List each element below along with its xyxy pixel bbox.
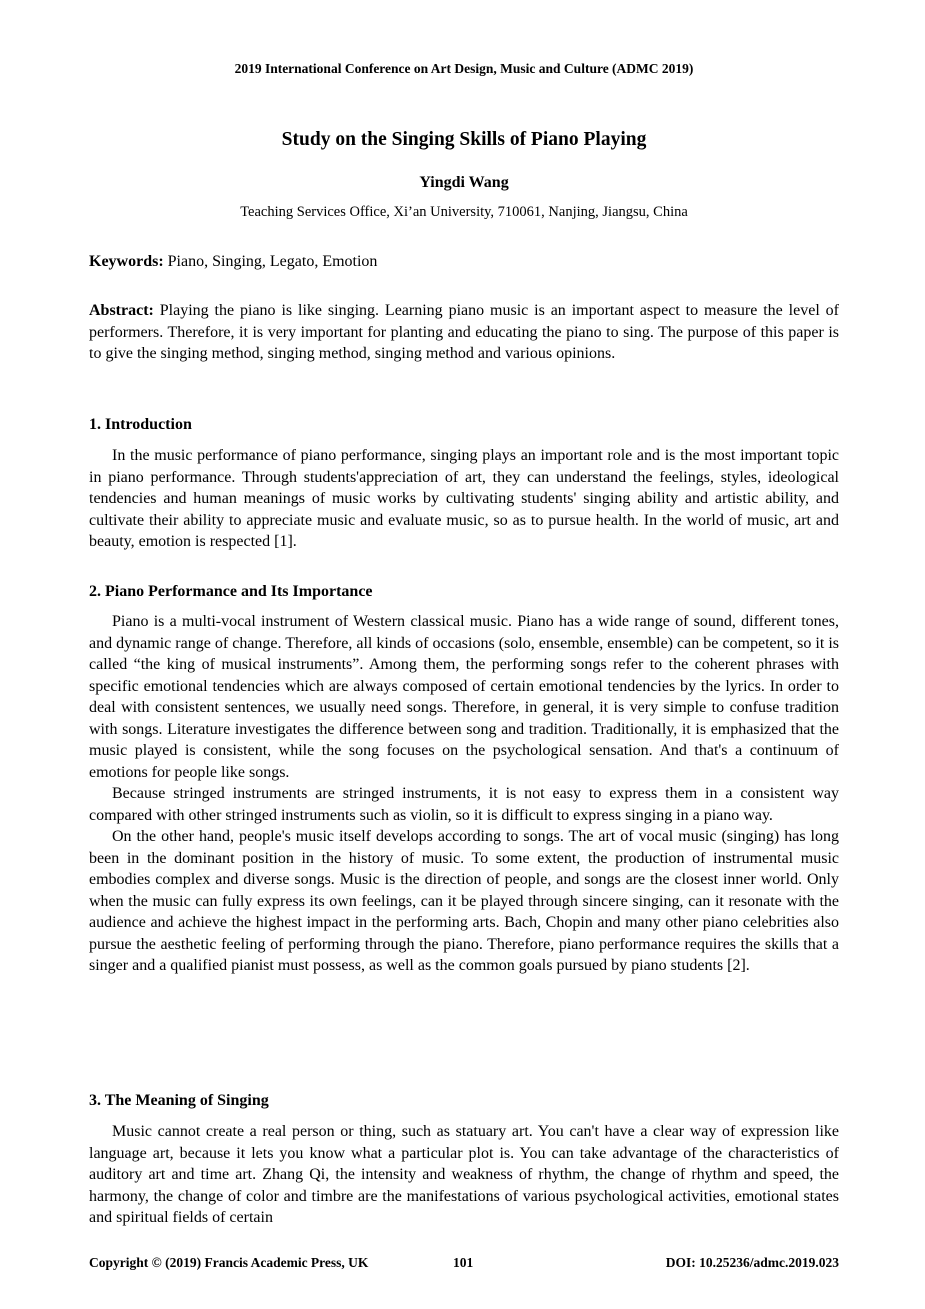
paragraph: Music cannot create a real person or thing, such as statuary art. You can't have a clear way of expression like language art, because it lets you know what a particular plot is. You can take advantage of the characteristics of auditory art and time art. Zhang Qi, the intensity and weakness of rhythm, the change of rhythm and speed, the harmony, the change of color and timbre are the manifestations of various psychological activities, emotional states and spiritual fields of certain: [89, 1123, 839, 1226]
page-number: 101: [453, 1255, 474, 1270]
section-heading-meaning-of-singing: 3. The Meaning of Singing: [89, 1092, 269, 1109]
paper-page: [89, 0, 839, 1309]
keywords-text: Piano, Singing, Legato, Emotion: [163, 253, 378, 270]
conference-header: 2019 International Conference on Art Design, Music and Culture (ADMC 2019): [234, 61, 694, 76]
section-body-introduction: [89, 445, 839, 553]
section-body-piano-performance: [89, 611, 839, 977]
abstract: [89, 300, 839, 365]
abstract-text: Playing the piano is like singing. Learning piano music is an important aspect to measure the level of performers. Therefore, it is very important for planting and educating the piano to sing. The purpose of this paper is to give the singing method, singing method, singing method and various opinions.: [89, 302, 839, 362]
author-name: Yingdi Wang: [419, 174, 509, 191]
paragraph: Piano is a multi-vocal instrument of Western classical music. Piano has a wide range of sound, different tones, and dynamic range of change. Therefore, all kinds of occasions (solo, ensemble, ensemble) can be competent, so it is called “the king of musical instruments”. Among them, the performing songs refer to the coherent phrases with specific emotional tendencies which are always composed of certain emotional tendencies by the lyrics. In order to deal with consistent sentences, we usually need songs. Therefore, in general, it is very simple to confuse tradition with songs. Literature investigates the difference between song and tradition. Traditionally, it is emphasized that the music played is consistent, while the song focuses on the psychological sensation. And that's a continuum of emotions for people like songs.: [89, 613, 839, 781]
section-body-meaning-of-singing: [89, 1121, 839, 1227]
doi-link[interactable]: DOI: 10.25236/admc.2019.023: [665, 1255, 839, 1270]
paragraph: On the other hand, people's music itself develops according to songs. The art of vocal music (singing) has long been in the dominant position in the history of music. To some extent, the production of instrumental music embodies complex and diverse songs. Music is the direction of people, and songs are the closest inner world. Only when the music can fully express its own feelings, can it be played through sincere singing, can it resonate with the audience and achieve the highest impact in the performing arts. Bach, Chopin and many other piano celebrities also pursue the aesthetic feeling of performing through the piano. Therefore, piano performance requires the skills that a singer and a qualified pianist must possess, as well as the common goals pursued by piano students [2].: [89, 828, 839, 974]
keywords: [89, 251, 839, 273]
abstract-label: Abstract:: [89, 302, 154, 319]
copyright-notice: Copyright © (2019) Francis Academic Press, UK: [89, 1255, 369, 1270]
section-heading-piano-performance: 2. Piano Performance and Its Importance: [89, 583, 373, 600]
paragraph: In the music performance of piano performance, singing plays an important role and is the most important topic in piano performance. Through students'appreciation of art, they can understand the feelings, styles, ideological tendencies and human meanings of music works by cultivating students' singing ability and artistic ability, and cultivate their ability to appreciate music and evaluate music, so as to pursue health. In the world of music, art and beauty, emotion is respected [1].: [89, 447, 839, 550]
keywords-label: Keywords:: [89, 253, 164, 270]
paper-title: Study on the Singing Skills of Piano Playing: [281, 129, 647, 150]
section-heading-introduction: 1. Introduction: [89, 416, 192, 433]
author-affiliation: Teaching Services Office, Xi’an University, 710061, Nanjing, Jiangsu, China: [240, 204, 688, 220]
paragraph: Because stringed instruments are stringed instruments, it is not easy to express them in a consistent way compared with other stringed instruments such as violin, so it is difficult to express singing in a piano way.: [89, 785, 839, 824]
